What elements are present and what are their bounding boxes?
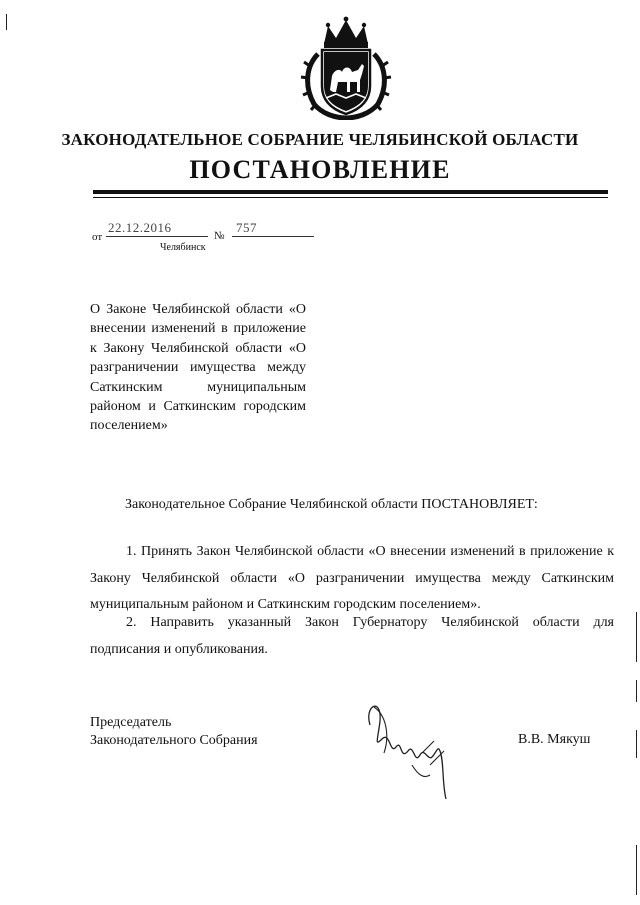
- signatory-title-line-2: Законодательного Собрания: [90, 733, 258, 748]
- paragraph-1: 1. Принять Закон Челябинской области «О внесении изменений в приложение к Закону Челябинской области «О разграничении имущества между Саткинским муниципальным районом и Саткинским городским поселением».: [90, 544, 614, 612]
- document-date: 22.12.2016: [108, 220, 172, 235]
- handwritten-signature: [360, 695, 460, 805]
- number-underline: [232, 236, 314, 237]
- scan-mark-right-2: [636, 680, 637, 702]
- coat-of-arms-icon: [300, 14, 392, 120]
- signatory-name: В.В. Мякуш: [518, 732, 591, 747]
- header-rule-thick: [93, 190, 608, 194]
- scan-mark-right-1: [636, 612, 637, 662]
- date-underline: [106, 236, 208, 237]
- preamble-text: Законодательное Собрание Челябинской области ПОСТАНОВЛЯЕТ:: [125, 497, 538, 512]
- date-prefix: от: [92, 231, 103, 243]
- scan-mark-top-left: [6, 14, 7, 30]
- signatory-title: [90, 714, 258, 750]
- organization-title: ЗАКОНОДАТЕЛЬНОЕ СОБРАНИЕ ЧЕЛЯБИНСКОЙ ОБЛАСТИ: [61, 130, 579, 149]
- paragraph-2: 2. Направить указанный Закон Губернатору Челябинской области для подписания и опубликования.: [90, 615, 614, 657]
- city-label: Челябинск: [160, 242, 206, 253]
- number-prefix: №: [214, 230, 225, 242]
- header-rule-thin: [93, 197, 608, 198]
- document-subject: О Законе Челябинской области «О внесении изменений в приложение к Закону Челябинской области «О разграничении имущества между Саткинским муниципальным районом и Саткинским городским поселением»: [90, 302, 306, 434]
- signatory-title-line-1: Председатель: [90, 715, 172, 730]
- document-type-heading: ПОСТАНОВЛЕНИЕ: [189, 155, 451, 184]
- scan-mark-right-4: [636, 845, 637, 895]
- document-number: 757: [236, 220, 257, 235]
- scan-mark-right-3: [636, 730, 637, 758]
